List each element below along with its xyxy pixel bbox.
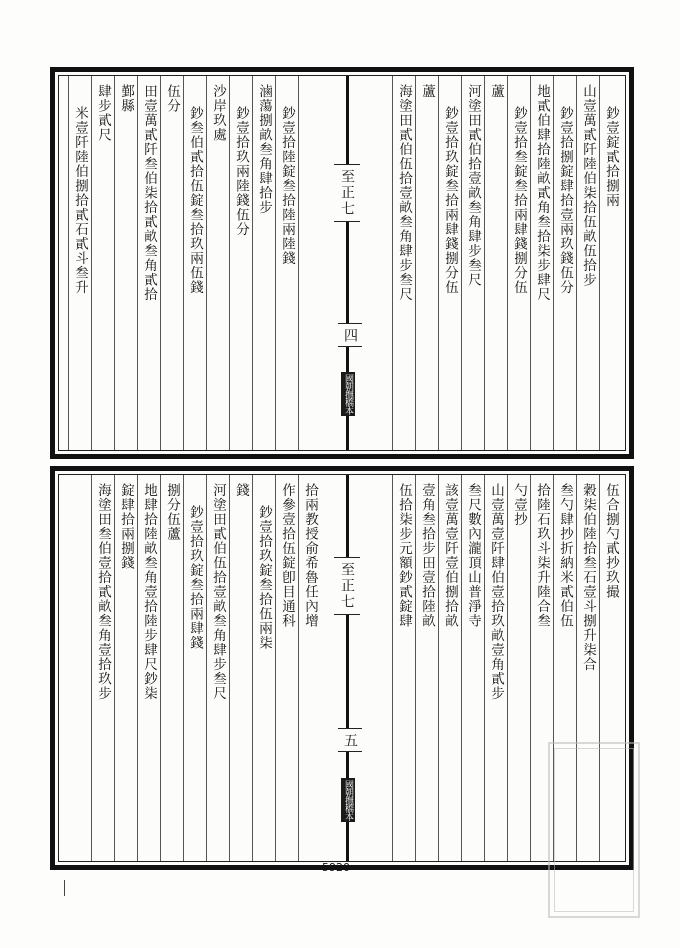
column-rule — [553, 76, 554, 450]
text-column: 山壹萬壹阡肆伯壹拾玖畝壹角貳步 — [488, 483, 504, 701]
text-column: 蘆 — [488, 84, 504, 99]
column-rule — [576, 76, 577, 450]
text-column: 鈔壹拾玖錠叁拾兩肆錢 — [187, 505, 203, 650]
text-column: 米壹阡陸伯捌拾貳石貳斗叁升 — [72, 106, 88, 295]
text-column: 勺壹抄 — [511, 483, 527, 527]
column-rule — [438, 475, 439, 861]
top-fold-number: 四 — [338, 323, 362, 347]
column-rule — [438, 76, 439, 450]
text-column: 鄞縣 — [118, 84, 134, 113]
text-column: 沙岸玖處 — [210, 84, 226, 142]
column-rule — [229, 475, 230, 861]
bottom-fold-title: 至正七 — [334, 557, 360, 615]
text-column: 伍合捌勺貳抄玖撮 — [603, 483, 619, 599]
library-seal-stamp — [548, 742, 640, 918]
text-column: 田壹萬貳阡叁伯柒拾貳畝叁角貳拾 — [141, 84, 157, 302]
column-rule — [461, 76, 462, 450]
text-column: 捌分伍蘆 — [164, 483, 180, 541]
column-rule — [137, 475, 138, 861]
column-rule — [252, 475, 253, 861]
column-rule — [392, 76, 393, 450]
column-rule — [229, 76, 230, 450]
top-fold-block: 國朝撫橋本 — [343, 374, 353, 414]
column-rule — [275, 475, 276, 861]
column-rule — [252, 76, 253, 450]
column-rule — [114, 475, 115, 861]
top-page-frame — [58, 75, 626, 451]
text-column: 鈔壹拾叁錠叁拾兩肆錢捌分伍 — [511, 106, 527, 295]
text-column: 地貳伯肆拾陸畝貳角叁拾柒步肆尺 — [534, 84, 550, 302]
text-column: 蘆 — [419, 84, 435, 99]
bottom-fold-strip — [324, 475, 374, 861]
text-column: 伍拾柒步元額鈔貳錠肆 — [396, 483, 412, 628]
column-rule — [530, 76, 531, 450]
column-rule — [160, 475, 161, 861]
bottom-page-frame — [58, 474, 626, 862]
text-column: 錠肆拾兩捌錢 — [118, 483, 134, 570]
column-rule — [530, 475, 531, 861]
text-column: 壹角叁拾步田壹拾陸畝 — [419, 483, 435, 628]
text-column: 山壹萬貳阡陸伯柒拾伍畝伍拾步 — [580, 84, 596, 287]
bottom-page — [50, 466, 634, 870]
column-rule — [206, 475, 207, 861]
bottom-fold-number: 五 — [338, 728, 362, 752]
text-column: 鈔壹拾捌錠肆拾壹兩玖錢伍分 — [557, 106, 573, 295]
text-column: 伍分 — [164, 84, 180, 113]
text-column: 河塗田貳伯伍拾壹畝叁角肆步叁尺 — [210, 483, 226, 701]
page-number: 5920 — [322, 861, 350, 874]
text-column: 鈔叁伯貳拾伍錠叁拾玖兩伍錢 — [187, 106, 203, 295]
text-column: 錢 — [233, 483, 249, 498]
column-rule — [298, 475, 299, 861]
column-rule — [461, 475, 462, 861]
text-column: 作參壹拾伍錠卽目通科 — [279, 483, 295, 628]
column-rule — [68, 76, 69, 450]
column-rule — [275, 76, 276, 450]
bottom-fold-block: 國朝撫橋本 — [343, 780, 353, 820]
text-column: 穀柒伯陸拾叁石壹斗捌升柒合 — [580, 483, 596, 672]
column-rule — [392, 475, 393, 861]
column-rule — [91, 76, 92, 450]
column-rule — [183, 475, 184, 861]
column-rule — [298, 76, 299, 450]
text-column: 鈔壹拾玖錠叁拾兩肆錢捌分伍 — [442, 106, 458, 295]
column-rule — [91, 475, 92, 861]
column-rule — [484, 76, 485, 450]
column-rule — [415, 76, 416, 450]
column-rule — [137, 76, 138, 450]
text-column: 拾陸石玖斗柒升陸合叁 — [534, 483, 550, 628]
text-column: 鈔壹拾玖兩陸錢伍分 — [233, 106, 249, 237]
text-column: 肆步貳尺 — [95, 84, 111, 142]
text-column: 海塗田叁伯壹拾貳畝叁角壹拾玖步 — [95, 483, 111, 701]
text-column: 滷蕩捌畝叁角肆拾步 — [256, 84, 272, 215]
column-rule — [599, 76, 600, 450]
text-column: 拾兩教授俞希魯任內增 — [302, 483, 318, 628]
text-column: 鈔壹拾陸錠叁拾陸兩陸錢 — [279, 106, 295, 266]
text-column: 地肆拾陸畝叁角壹拾陸步肆尺鈔柒 — [141, 483, 157, 701]
top-page — [50, 67, 634, 459]
top-fold-title: 至正七 — [334, 164, 360, 222]
column-rule — [484, 475, 485, 861]
column-rule — [415, 475, 416, 861]
text-column: 鈔壹錠貳拾捌兩 — [603, 106, 619, 208]
text-column: 該壹萬壹阡壹伯捌拾畝 — [442, 483, 458, 628]
text-column: 叁勺肆抄折納米貳伯伍 — [557, 483, 573, 628]
column-rule — [183, 76, 184, 450]
column-rule — [206, 76, 207, 450]
text-column: 鈔壹拾玖錠叁拾伍兩柒 — [256, 505, 272, 650]
column-rule — [507, 475, 508, 861]
column-rule — [114, 76, 115, 450]
top-fold-strip — [324, 76, 374, 450]
column-rule — [160, 76, 161, 450]
text-column: 海塗田貳伯伍拾壹畝叁角肆步叁尺 — [396, 84, 412, 302]
margin-mark — [64, 880, 65, 896]
column-rule — [507, 76, 508, 450]
text-column: 叁尺數內瀧頂山普淨寺 — [465, 483, 481, 628]
text-column: 河塗田貳伯拾壹畝叁角肆步叁尺 — [465, 84, 481, 287]
